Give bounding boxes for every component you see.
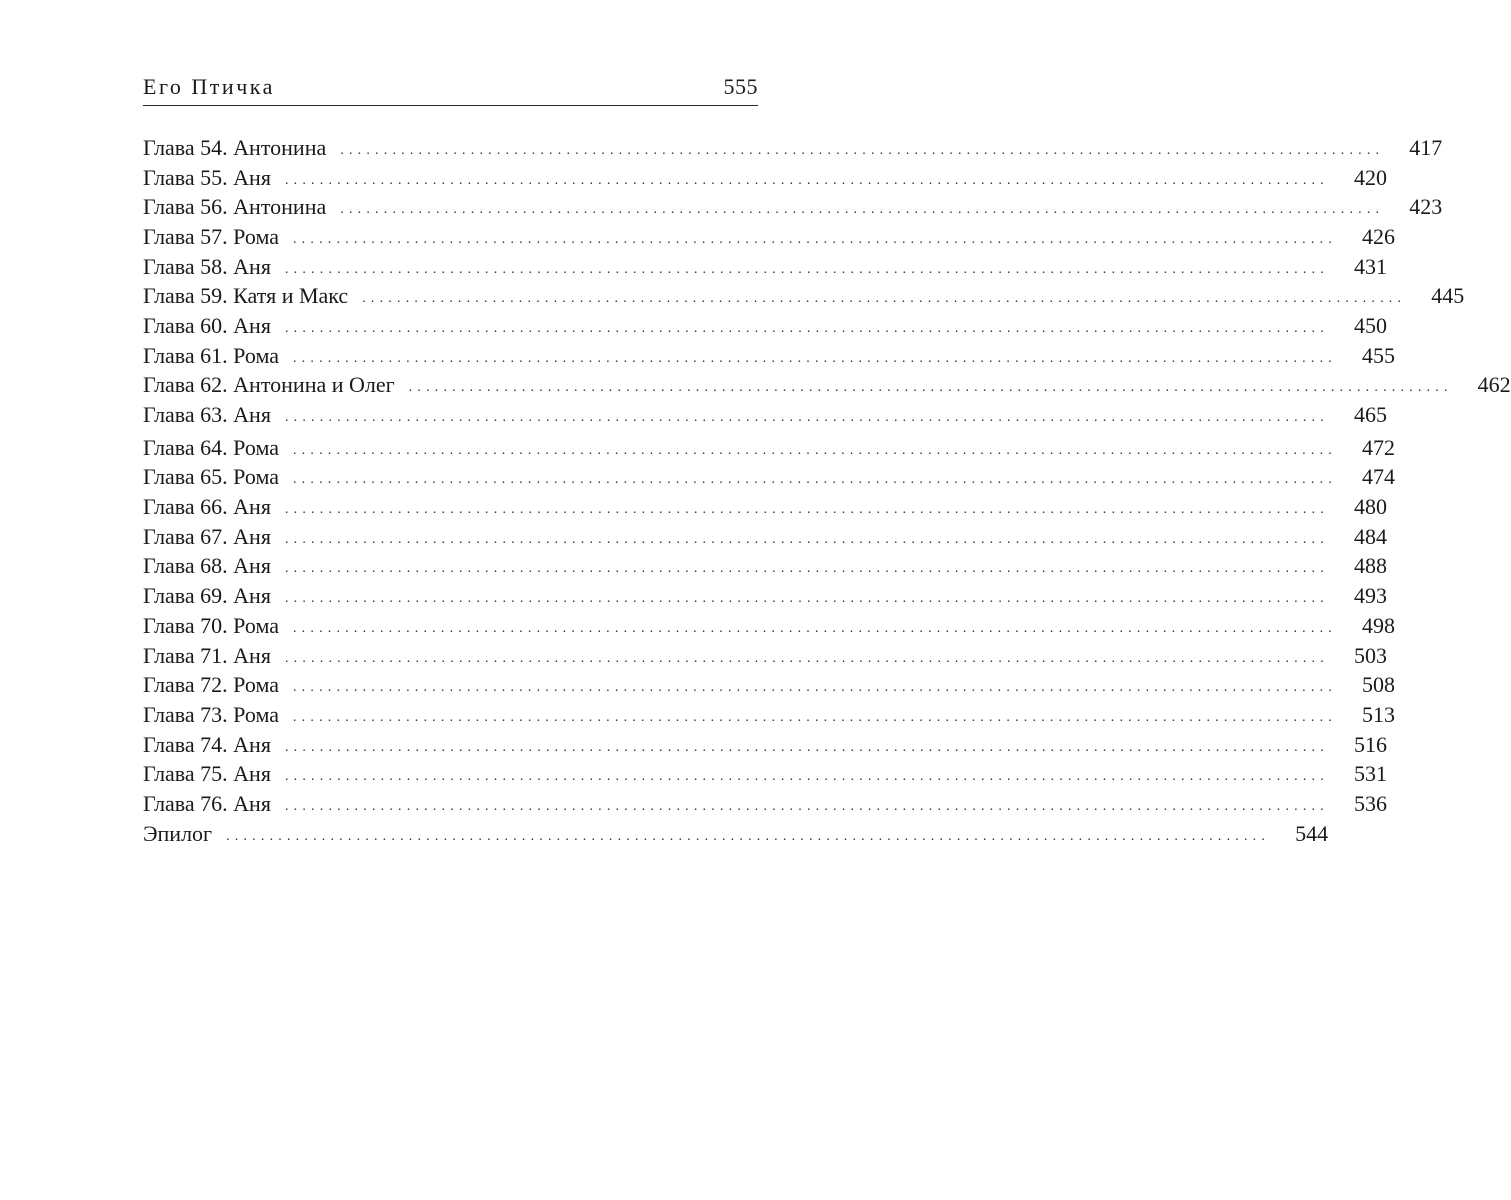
entry-title: Глава 76. Аня bbox=[143, 791, 285, 817]
toc-entry bbox=[143, 463, 1395, 493]
entry-page: 508 bbox=[1337, 672, 1395, 698]
entry-page: 465 bbox=[1329, 402, 1387, 428]
entry-title: Глава 60. Аня bbox=[143, 313, 285, 339]
toc-entry bbox=[143, 581, 1387, 611]
entry-page: 484 bbox=[1329, 524, 1387, 550]
dot-leader: ........................................................................................................................ bbox=[408, 380, 1453, 396]
running-header bbox=[143, 66, 758, 100]
entry-title: Глава 61. Рома bbox=[143, 343, 293, 369]
toc-entry bbox=[143, 670, 1395, 700]
toc-entry bbox=[143, 222, 1395, 252]
toc-entry bbox=[143, 492, 1387, 522]
entry-title: Глава 69. Аня bbox=[143, 583, 285, 609]
header-rule bbox=[143, 105, 758, 106]
toc-entry bbox=[143, 789, 1387, 819]
entry-page: 516 bbox=[1329, 732, 1387, 758]
entry-page: 498 bbox=[1337, 613, 1395, 639]
entry-title: Глава 63. Аня bbox=[143, 402, 285, 428]
dot-leader: ........................................................................................................................ bbox=[292, 620, 1337, 636]
entry-title: Глава 54. Антонина bbox=[143, 135, 340, 161]
dot-leader: ........................................................................................................................ bbox=[284, 410, 1329, 426]
dot-leader: ........................................................................................................................ bbox=[284, 650, 1329, 666]
dot-leader: ........................................................................................................................ bbox=[292, 442, 1337, 458]
entry-page: 493 bbox=[1329, 583, 1387, 609]
dot-leader: ........................................................................................................................ bbox=[284, 320, 1329, 336]
entry-page: 426 bbox=[1337, 224, 1395, 250]
dot-leader: ........................................................................................................................ bbox=[284, 172, 1329, 188]
toc-entry bbox=[143, 252, 1387, 282]
page-number: 555 bbox=[723, 74, 758, 99]
entry-title: Глава 55. Аня bbox=[143, 165, 285, 191]
toc-entry bbox=[143, 400, 1387, 430]
entry-page: 480 bbox=[1329, 494, 1387, 520]
entry-title: Глава 74. Аня bbox=[143, 732, 285, 758]
dot-leader: ........................................................................................................................ bbox=[292, 231, 1337, 247]
entry-title: Глава 62. Антонина и Олег bbox=[143, 372, 409, 398]
toc-entry bbox=[143, 552, 1387, 582]
toc-entry bbox=[143, 730, 1387, 760]
entry-page: 420 bbox=[1329, 165, 1387, 191]
dot-leader: ........................................................................................................................ bbox=[340, 142, 1385, 158]
entry-page: 544 bbox=[1270, 821, 1328, 847]
entry-title: Глава 65. Рома bbox=[143, 464, 293, 490]
entry-title: Глава 57. Рома bbox=[143, 224, 293, 250]
dot-leader: ........................................................................................................................ bbox=[362, 291, 1407, 307]
dot-leader: ........................................................................................................................ bbox=[284, 739, 1329, 755]
dot-leader: ........................................................................................................................ bbox=[226, 828, 1271, 844]
entry-title: Эпилог bbox=[143, 821, 226, 847]
entry-title: Глава 68. Аня bbox=[143, 553, 285, 579]
toc-entry bbox=[143, 311, 1387, 341]
toc-entry bbox=[143, 133, 1443, 163]
toc-entry bbox=[143, 371, 1511, 401]
dot-leader: ........................................................................................................................ bbox=[292, 350, 1337, 366]
book-title: Его Птичка bbox=[143, 74, 275, 99]
dot-leader: ........................................................................................................................ bbox=[284, 591, 1329, 607]
entry-page: 445 bbox=[1406, 283, 1464, 309]
toc-entry bbox=[143, 163, 1387, 193]
entry-title: Глава 56. Антонина bbox=[143, 194, 340, 220]
dot-leader: ........................................................................................................................ bbox=[284, 561, 1329, 577]
entry-title: Глава 70. Рома bbox=[143, 613, 293, 639]
dot-leader: ........................................................................................................................ bbox=[292, 472, 1337, 488]
dot-leader: ........................................................................................................................ bbox=[284, 261, 1329, 277]
entry-title: Глава 64. Рома bbox=[143, 435, 293, 461]
entry-title: Глава 66. Аня bbox=[143, 494, 285, 520]
toc-entry bbox=[143, 433, 1395, 463]
entry-title: Глава 71. Аня bbox=[143, 643, 285, 669]
entry-page: 431 bbox=[1329, 254, 1387, 280]
entry-title: Глава 67. Аня bbox=[143, 524, 285, 550]
dot-leader: ........................................................................................................................ bbox=[284, 798, 1329, 814]
toc-entry bbox=[143, 641, 1387, 671]
dot-leader: ........................................................................................................................ bbox=[284, 502, 1329, 518]
dot-leader: ........................................................................................................................ bbox=[292, 709, 1337, 725]
toc-entry bbox=[143, 341, 1395, 371]
toc-entry bbox=[143, 611, 1395, 641]
toc-entry bbox=[143, 281, 1465, 311]
entry-page: 450 bbox=[1329, 313, 1387, 339]
entry-page: 488 bbox=[1329, 553, 1387, 579]
entry-page: 472 bbox=[1337, 435, 1395, 461]
toc-entry bbox=[143, 759, 1387, 789]
entry-title: Глава 58. Аня bbox=[143, 254, 285, 280]
entry-page: 513 bbox=[1337, 702, 1395, 728]
entry-page: 423 bbox=[1384, 194, 1442, 220]
dot-leader: ........................................................................................................................ bbox=[340, 202, 1385, 218]
entry-page: 417 bbox=[1384, 135, 1442, 161]
dot-leader: ........................................................................................................................ bbox=[292, 680, 1337, 696]
entry-page: 455 bbox=[1337, 343, 1395, 369]
entry-page: 531 bbox=[1329, 761, 1387, 787]
toc-entry bbox=[143, 700, 1395, 730]
entry-title: Глава 59. Катя и Макс bbox=[143, 283, 362, 309]
entry-page: 462 bbox=[1453, 372, 1511, 398]
entry-page: 474 bbox=[1337, 464, 1395, 490]
toc-entry bbox=[143, 522, 1387, 552]
toc-entry bbox=[143, 192, 1443, 222]
toc-entry bbox=[143, 819, 1329, 849]
entry-title: Глава 72. Рома bbox=[143, 672, 293, 698]
entry-page: 536 bbox=[1329, 791, 1387, 817]
dot-leader: ........................................................................................................................ bbox=[284, 769, 1329, 785]
table-of-contents bbox=[143, 133, 1511, 849]
entry-title: Глава 75. Аня bbox=[143, 761, 285, 787]
entry-page: 503 bbox=[1329, 643, 1387, 669]
dot-leader: ........................................................................................................................ bbox=[284, 531, 1329, 547]
entry-title: Глава 73. Рома bbox=[143, 702, 293, 728]
